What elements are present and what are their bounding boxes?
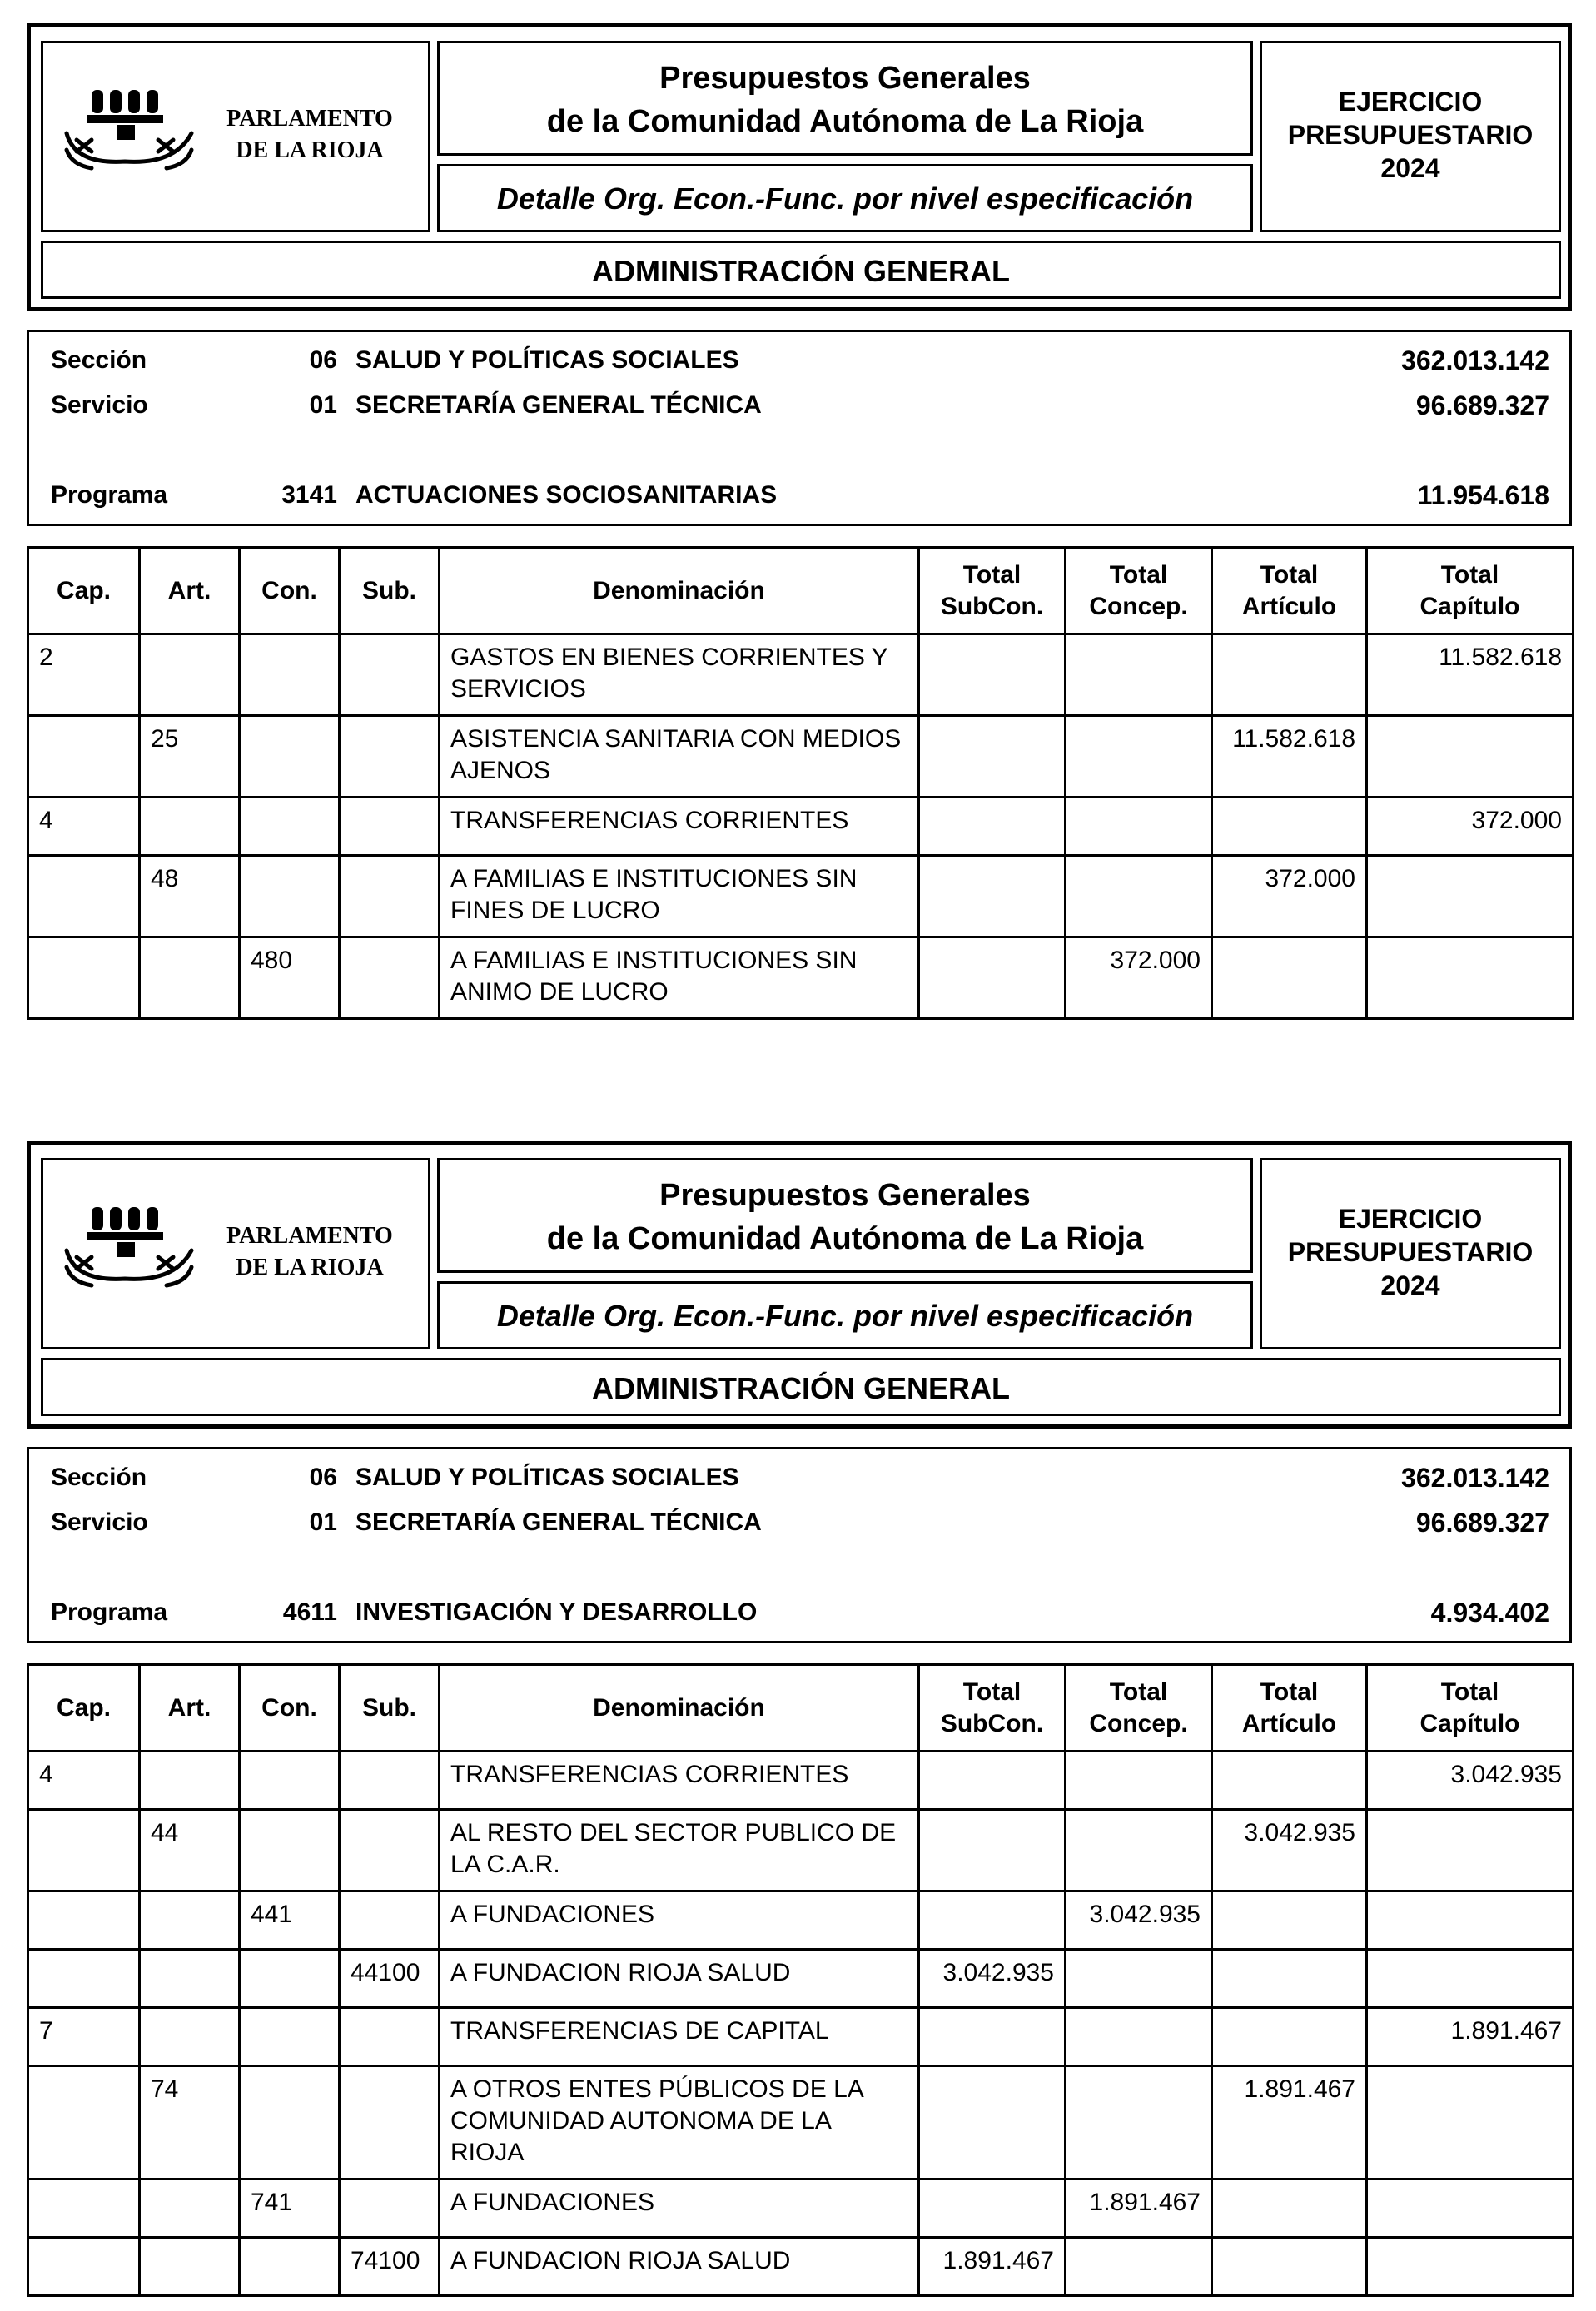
col-header-total-capitulo-line-2: Capítulo: [1419, 592, 1520, 620]
logo-line-2: DE LA RIOJA: [236, 1255, 384, 1280]
cell-cap: 4: [28, 1752, 140, 1810]
logo-line-1: PARLAMENTO: [226, 106, 393, 132]
col-header-total-concep: [1066, 548, 1212, 634]
servicio-row: [29, 387, 1569, 424]
cell-subcon: [919, 798, 1066, 856]
servicio-name: SECRETARÍA GENERAL TÉCNICA: [355, 1508, 762, 1536]
logo-line-1: PARLAMENTO: [226, 1223, 393, 1249]
cell-capitulo: [1367, 937, 1574, 1019]
cell-sub: 44100: [340, 1950, 440, 2008]
col-header-art: Art.: [140, 548, 240, 634]
col-header-total-concep-line-2: Concep.: [1089, 592, 1188, 620]
col-header-total-capitulo-line-1: Total: [1440, 560, 1499, 589]
parliament-logo-icon: [58, 82, 208, 181]
cell-concep: [1066, 716, 1212, 798]
seccion-amount: 362.013.142: [1401, 345, 1549, 375]
table-row: [28, 1891, 1574, 1950]
cell-articulo: 372.000: [1212, 856, 1367, 937]
cell-subcon: [919, 1810, 1066, 1891]
cell-cap: [28, 1891, 140, 1950]
cell-capitulo: 3.042.935: [1367, 1752, 1574, 1810]
cell-capitulo: [1367, 856, 1574, 937]
cell-articulo: [1212, 634, 1367, 716]
servicio-code: 01: [309, 391, 337, 419]
seccion-label: Sección: [51, 346, 147, 374]
col-header-denominacion: Denominación: [440, 548, 919, 634]
cell-subcon: 3.042.935: [919, 1950, 1066, 2008]
cell-concep: [1066, 634, 1212, 716]
cell-cap: [28, 1950, 140, 2008]
programa-row: [29, 1594, 1569, 1631]
programa-label: Programa: [51, 1598, 168, 1626]
servicio-amount: 96.689.327: [1415, 390, 1549, 420]
cell-den: A OTROS ENTES PÚBLICOS DE LA COMUNIDAD AUTONOMA DE LA RIOJA: [440, 2066, 919, 2179]
fiscal-year-value: 2024: [1380, 153, 1440, 183]
administration-box: [41, 241, 1561, 299]
cell-con: [240, 634, 340, 716]
col-header-total-subcon-line-2: SubCon.: [940, 592, 1044, 620]
col-header-total-articulo-line-2: Artículo: [1241, 592, 1337, 620]
cell-subcon: [919, 1891, 1066, 1950]
cell-cap: [28, 2179, 140, 2238]
programa-code: 4611: [282, 1598, 337, 1626]
cell-den: ASISTENCIA SANITARIA CON MEDIOS AJENOS: [440, 716, 919, 798]
logo-text: [210, 1220, 410, 1284]
cell-con: 480: [240, 937, 340, 1019]
cell-subcon: [919, 2066, 1066, 2179]
col-header-total-subcon: [919, 548, 1066, 634]
col-header-cap: Cap.: [28, 548, 140, 634]
col-header-total-concep-line-2: Concep.: [1089, 1709, 1188, 1737]
cell-cap: [28, 2238, 140, 2296]
cell-articulo: [1212, 2008, 1367, 2066]
cell-sub: 74100: [340, 2238, 440, 2296]
col-header-total-concep-line-1: Total: [1109, 1677, 1168, 1706]
cell-articulo: [1212, 2179, 1367, 2238]
budget-table: [27, 1663, 1574, 2297]
col-header-total-subcon-line-1: Total: [962, 560, 1022, 589]
table-header-row: [28, 1665, 1574, 1752]
col-header-total-capitulo: [1367, 548, 1574, 634]
table-row: [28, 1810, 1574, 1891]
cell-art: [140, 2238, 240, 2296]
cell-sub: [340, 856, 440, 937]
cell-art: [140, 2179, 240, 2238]
col-header-art: Art.: [140, 1665, 240, 1752]
cell-art: [140, 634, 240, 716]
table-body: [28, 634, 1574, 1019]
cell-art: 48: [140, 856, 240, 937]
cell-subcon: [919, 2179, 1066, 2238]
title-box: [437, 1158, 1253, 1273]
document-subtitle: Detalle Org. Econ.-Func. por nivel especificación: [496, 1299, 1194, 1333]
fiscal-year: [1262, 85, 1559, 185]
cell-sub: [340, 2066, 440, 2179]
cell-den: A FUNDACION RIOJA SALUD: [440, 2238, 919, 2296]
cell-con: [240, 1810, 340, 1891]
cell-con: [240, 856, 340, 937]
cell-concep: [1066, 856, 1212, 937]
cell-sub: [340, 1752, 440, 1810]
fiscal-year-box: [1260, 1158, 1561, 1349]
table-body: [28, 1752, 1574, 2296]
logo-box: [41, 41, 430, 232]
col-header-denominacion: Denominación: [440, 1665, 919, 1752]
table-row: [28, 856, 1574, 937]
cell-cap: [28, 937, 140, 1019]
cell-capitulo: [1367, 1810, 1574, 1891]
cell-sub: [340, 2179, 440, 2238]
budget-table: [27, 546, 1574, 1020]
table-row: [28, 634, 1574, 716]
cell-concep: 1.891.467: [1066, 2179, 1212, 2238]
cell-sub: [340, 937, 440, 1019]
table-row: [28, 1752, 1574, 1810]
cell-art: 44: [140, 1810, 240, 1891]
cell-cap: 4: [28, 798, 140, 856]
fiscal-year-line-1: EJERCICIO: [1338, 1204, 1483, 1234]
col-header-total-subcon-line-2: SubCon.: [940, 1709, 1044, 1737]
subtitle-box: [437, 1281, 1253, 1349]
col-header-total-articulo: [1212, 548, 1367, 634]
cell-den: A FAMILIAS E INSTITUCIONES SIN FINES DE LUCRO: [440, 856, 919, 937]
table-row: [28, 2238, 1574, 2296]
cell-articulo: [1212, 1891, 1367, 1950]
cell-con: [240, 798, 340, 856]
programa-row: [29, 477, 1569, 514]
cell-articulo: [1212, 937, 1367, 1019]
table-row: [28, 937, 1574, 1019]
parliament-logo-icon: [58, 1199, 208, 1299]
cell-cap: [28, 716, 140, 798]
cell-articulo: 3.042.935: [1212, 1810, 1367, 1891]
fiscal-year-line-2: PRESUPUESTARIO: [1287, 1237, 1534, 1267]
table-row: [28, 2066, 1574, 2179]
cell-concep: [1066, 2066, 1212, 2179]
cell-articulo: [1212, 1950, 1367, 2008]
subtitle-box: [437, 164, 1253, 232]
cell-den: GASTOS EN BIENES CORRIENTES Y SERVICIOS: [440, 634, 919, 716]
servicio-row: [29, 1504, 1569, 1541]
fiscal-year-value: 2024: [1380, 1270, 1440, 1300]
cell-den: A FAMILIAS E INSTITUCIONES SIN ANIMO DE LUCRO: [440, 937, 919, 1019]
cell-concep: [1066, 2238, 1212, 2296]
cell-den: A FUNDACIONES: [440, 1891, 919, 1950]
servicio-code: 01: [309, 1508, 337, 1536]
seccion-name: SALUD Y POLÍTICAS SOCIALES: [355, 346, 739, 374]
cell-den: AL RESTO DEL SECTOR PUBLICO DE LA C.A.R.: [440, 1810, 919, 1891]
cell-capitulo: [1367, 2066, 1574, 2179]
cell-con: [240, 1950, 340, 2008]
cell-capitulo: 1.891.467: [1367, 2008, 1574, 2066]
cell-art: 74: [140, 2066, 240, 2179]
cell-articulo: 11.582.618: [1212, 716, 1367, 798]
seccion-row: [29, 1459, 1569, 1496]
cell-sub: [340, 2008, 440, 2066]
programa-amount: 4.934.402: [1430, 1598, 1549, 1628]
budget-info-box: [27, 1447, 1572, 1643]
cell-art: [140, 798, 240, 856]
col-header-total-capitulo-line-2: Capítulo: [1419, 1709, 1520, 1737]
seccion-code: 06: [309, 346, 337, 374]
seccion-name: SALUD Y POLÍTICAS SOCIALES: [355, 1464, 739, 1491]
cell-articulo: [1212, 798, 1367, 856]
logo-line-2: DE LA RIOJA: [236, 137, 384, 163]
servicio-amount: 96.689.327: [1415, 1508, 1549, 1538]
cell-subcon: [919, 856, 1066, 937]
cell-den: TRANSFERENCIAS CORRIENTES: [440, 798, 919, 856]
cell-den: A FUNDACION RIOJA SALUD: [440, 1950, 919, 2008]
administration-box: [41, 1358, 1561, 1416]
cell-con: [240, 2066, 340, 2179]
cell-concep: [1066, 1752, 1212, 1810]
col-header-sub: Sub.: [340, 548, 440, 634]
col-header-total-capitulo: [1367, 1665, 1574, 1752]
cell-cap: [28, 1810, 140, 1891]
cell-art: [140, 1891, 240, 1950]
cell-con: 441: [240, 1891, 340, 1950]
cell-capitulo: [1367, 1950, 1574, 2008]
cell-capitulo: [1367, 2179, 1574, 2238]
cell-sub: [340, 1810, 440, 1891]
cell-capitulo: [1367, 1891, 1574, 1950]
cell-art: [140, 1752, 240, 1810]
table-row: [28, 1950, 1574, 2008]
cell-con: [240, 2008, 340, 2066]
cell-concep: 3.042.935: [1066, 1891, 1212, 1950]
cell-capitulo: 372.000: [1367, 798, 1574, 856]
document-title: [440, 1174, 1250, 1260]
fiscal-year: [1262, 1202, 1559, 1302]
programa-label: Programa: [51, 481, 168, 509]
seccion-row: [29, 342, 1569, 379]
cell-subcon: [919, 1752, 1066, 1810]
cell-sub: [340, 634, 440, 716]
cell-sub: [340, 798, 440, 856]
cell-art: [140, 2008, 240, 2066]
col-header-con: Con.: [240, 1665, 340, 1752]
cell-concep: [1066, 1950, 1212, 2008]
cell-art: 25: [140, 716, 240, 798]
cell-subcon: [919, 937, 1066, 1019]
col-header-cap: Cap.: [28, 1665, 140, 1752]
fiscal-year-line-1: EJERCICIO: [1338, 87, 1483, 117]
cell-con: 741: [240, 2179, 340, 2238]
title-line-2: de la Comunidad Autónoma de La Rioja: [546, 104, 1144, 139]
col-header-total-concep-line-1: Total: [1109, 560, 1168, 589]
administration-title: ADMINISTRACIÓN GENERAL: [592, 254, 1010, 288]
cell-con: [240, 1752, 340, 1810]
cell-den: TRANSFERENCIAS CORRIENTES: [440, 1752, 919, 1810]
cell-articulo: [1212, 2238, 1367, 2296]
col-header-total-capitulo-line-1: Total: [1440, 1677, 1499, 1706]
cell-con: [240, 2238, 340, 2296]
table-row: [28, 2179, 1574, 2238]
title-line-1: Presupuestos Generales: [659, 1178, 1031, 1213]
table-row: [28, 716, 1574, 798]
cell-subcon: 1.891.467: [919, 2238, 1066, 2296]
programa-name: ACTUACIONES SOCIOSANITARIAS: [355, 481, 778, 509]
cell-art: [140, 1950, 240, 2008]
col-header-total-articulo: [1212, 1665, 1367, 1752]
programa-amount: 11.954.618: [1417, 480, 1549, 510]
cell-capitulo: [1367, 2238, 1574, 2296]
col-header-sub: Sub.: [340, 1665, 440, 1752]
cell-concep: 372.000: [1066, 937, 1212, 1019]
document-title: [440, 57, 1250, 143]
cell-con: [240, 716, 340, 798]
cell-cap: [28, 856, 140, 937]
programa-code: 3141: [281, 481, 337, 509]
title-line-1: Presupuestos Generales: [659, 61, 1031, 96]
table-row: [28, 798, 1574, 856]
cell-subcon: [919, 2008, 1066, 2066]
cell-subcon: [919, 716, 1066, 798]
document-header: [27, 23, 1572, 311]
administration-title: ADMINISTRACIÓN GENERAL: [592, 1371, 1010, 1405]
logo-text: [210, 103, 410, 166]
col-header-total-subcon-line-1: Total: [962, 1677, 1022, 1706]
programa-name: INVESTIGACIÓN Y DESARROLLO: [355, 1598, 758, 1626]
cell-sub: [340, 716, 440, 798]
fiscal-year-line-2: PRESUPUESTARIO: [1287, 120, 1534, 150]
cell-den: A FUNDACIONES: [440, 2179, 919, 2238]
cell-articulo: [1212, 1752, 1367, 1810]
document-subtitle: Detalle Org. Econ.-Func. por nivel especificación: [496, 181, 1194, 216]
table-header-row: [28, 548, 1574, 634]
seccion-amount: 362.013.142: [1401, 1463, 1549, 1493]
servicio-name: SECRETARÍA GENERAL TÉCNICA: [355, 391, 762, 419]
col-header-total-articulo-line-1: Total: [1260, 1677, 1319, 1706]
fiscal-year-box: [1260, 41, 1561, 232]
cell-cap: 2: [28, 634, 140, 716]
budget-info-box: [27, 330, 1572, 526]
cell-capitulo: [1367, 716, 1574, 798]
cell-cap: [28, 2066, 140, 2179]
servicio-label: Servicio: [51, 391, 148, 419]
cell-capitulo: 11.582.618: [1367, 634, 1574, 716]
cell-articulo: 1.891.467: [1212, 2066, 1367, 2179]
col-header-total-subcon: [919, 1665, 1066, 1752]
cell-cap: 7: [28, 2008, 140, 2066]
seccion-code: 06: [309, 1464, 337, 1491]
cell-concep: [1066, 1810, 1212, 1891]
logo-box: [41, 1158, 430, 1349]
table-row: [28, 2008, 1574, 2066]
title-line-2: de la Comunidad Autónoma de La Rioja: [546, 1221, 1144, 1256]
title-box: [437, 41, 1253, 156]
cell-den: TRANSFERENCIAS DE CAPITAL: [440, 2008, 919, 2066]
cell-concep: [1066, 2008, 1212, 2066]
seccion-label: Sección: [51, 1464, 147, 1491]
cell-sub: [340, 1891, 440, 1950]
col-header-con: Con.: [240, 548, 340, 634]
servicio-label: Servicio: [51, 1508, 148, 1536]
document-header: [27, 1141, 1572, 1429]
col-header-total-concep: [1066, 1665, 1212, 1752]
cell-art: [140, 937, 240, 1019]
cell-concep: [1066, 798, 1212, 856]
col-header-total-articulo-line-2: Artículo: [1241, 1709, 1337, 1737]
col-header-total-articulo-line-1: Total: [1260, 560, 1319, 589]
cell-subcon: [919, 634, 1066, 716]
